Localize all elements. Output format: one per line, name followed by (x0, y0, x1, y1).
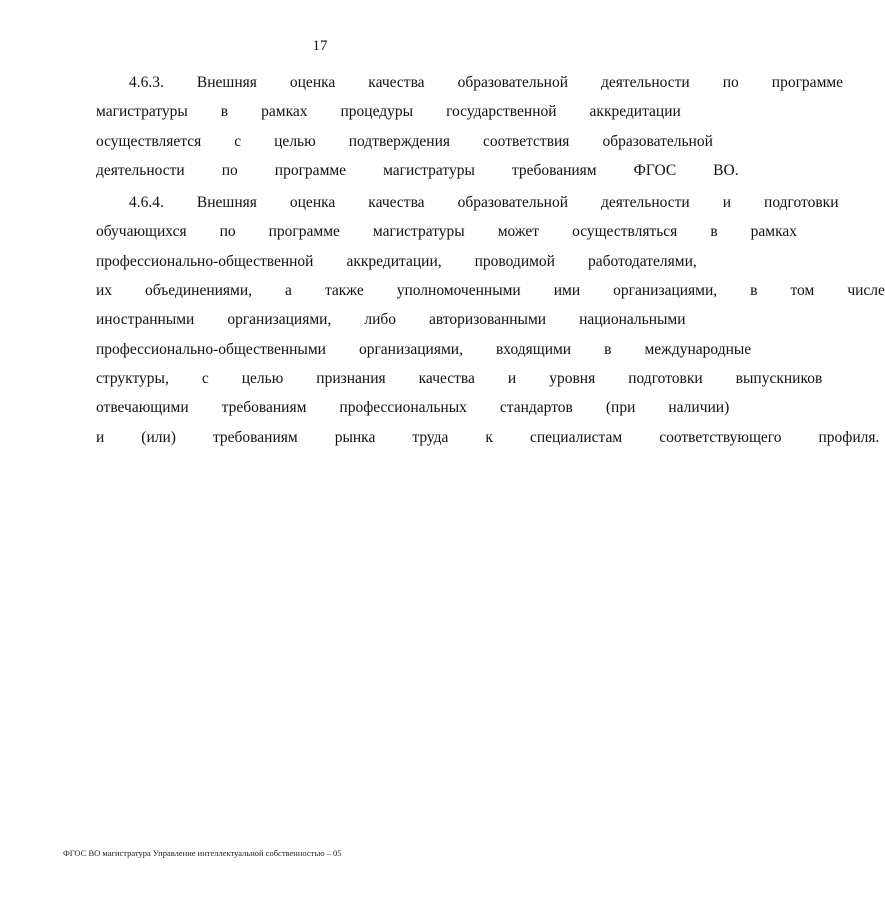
word: наличии) (668, 399, 730, 417)
word: Внешняя (196, 74, 257, 91)
text-line (63, 335, 752, 364)
word: также (324, 282, 364, 300)
text-line (63, 364, 823, 393)
word: национальными (579, 311, 686, 329)
word: к (485, 428, 493, 446)
word: организациями, (358, 340, 463, 358)
word: рынка (334, 428, 376, 446)
word: магистратуры (383, 161, 475, 179)
word: в (604, 340, 612, 358)
body-text (63, 68, 885, 455)
word: стандартов (499, 399, 573, 417)
word: объединениями, (145, 282, 253, 300)
word: качества (368, 74, 425, 91)
word: 4.6.3. (129, 74, 164, 91)
word: целью (274, 132, 316, 150)
text-line (63, 305, 686, 334)
page-number: 17 (312, 38, 328, 54)
word: по (722, 74, 739, 91)
word: образовательной (602, 132, 713, 150)
word: профессионально-общественными (96, 340, 326, 358)
word: и (96, 428, 105, 446)
text-line (63, 276, 885, 305)
word: может (497, 223, 540, 241)
word: Внешняя (196, 194, 257, 212)
word: рамках (750, 223, 798, 241)
word: по (221, 161, 238, 179)
word: рамках (261, 103, 308, 121)
word: иностранными (96, 311, 195, 329)
word: программе (274, 161, 347, 179)
word: числе (847, 282, 885, 300)
paragraph-4-6-3 (63, 68, 844, 185)
word: обучающихся (96, 223, 187, 241)
word: и (507, 369, 517, 387)
word: деятельности (601, 74, 690, 91)
word: входящими (495, 340, 572, 358)
word: с (201, 369, 209, 387)
paragraph-4-6-4 (63, 188, 885, 452)
word: ФГОС (633, 161, 677, 179)
word: организациями, (613, 282, 718, 300)
word: уполномоченными (396, 282, 521, 300)
word: профессионально-общественной (96, 252, 314, 270)
word: специалистам (529, 428, 623, 446)
word: магистратуры (96, 103, 188, 121)
word: выпускников (735, 369, 823, 387)
word: образовательной (457, 194, 568, 212)
word: осуществляться (572, 223, 678, 241)
word: признания (316, 369, 386, 387)
word: требованиям (221, 399, 307, 417)
text-line (63, 217, 798, 246)
word: 4.6.4. (129, 194, 164, 212)
word: профессиональных (339, 399, 467, 417)
word: программе (268, 223, 340, 241)
word: программе (771, 74, 844, 91)
word: деятельности (601, 194, 690, 212)
word: отвечающими (96, 399, 189, 417)
word: (или) (141, 428, 176, 446)
word: осуществляется (96, 132, 202, 150)
word: магистратуры (372, 223, 465, 241)
word: подтверждения (348, 132, 451, 150)
word: (при (605, 399, 636, 417)
word: том (790, 282, 815, 300)
word: труда (412, 428, 449, 446)
word: структуры, (96, 369, 169, 387)
word: оценка (289, 74, 336, 91)
word: а (285, 282, 292, 300)
word: аккредитации, (346, 252, 442, 270)
word: аккредитации (589, 103, 681, 121)
text-line (63, 156, 739, 185)
word: профиля. (818, 428, 880, 446)
text-line (63, 423, 880, 452)
word: авторизованными (429, 311, 547, 329)
word: процедуры (340, 103, 414, 121)
word: проводимой (474, 252, 555, 270)
word: работодателями, (587, 252, 697, 270)
word: либо (364, 311, 397, 329)
text-line (63, 97, 681, 126)
text-line (63, 393, 730, 422)
word: ими (553, 282, 581, 300)
word: подготовки (628, 369, 703, 387)
word: государственной (446, 103, 557, 121)
word: качества (368, 194, 425, 212)
word: организациями, (227, 311, 332, 329)
text-line (63, 188, 839, 217)
word: соответствия (483, 132, 570, 150)
word: в (710, 223, 718, 241)
word: деятельности (96, 161, 185, 179)
word: требованиям (212, 428, 298, 446)
word: качества (418, 369, 475, 387)
word: по (219, 223, 236, 241)
page-footer: ФГОС ВО магистратура Управление интеллектуальной собственностью – 05 (63, 848, 342, 858)
word: подготовки (764, 194, 839, 212)
text-line (63, 68, 844, 97)
text-line (63, 247, 697, 276)
word: их (96, 282, 113, 300)
word: в (220, 103, 229, 121)
word: в (750, 282, 758, 300)
word: ВО. (713, 161, 739, 179)
word: требованиям (511, 161, 597, 179)
word: с (234, 132, 242, 150)
text-line (63, 127, 713, 156)
word: международные (644, 340, 752, 358)
word: соответствующего (659, 428, 782, 446)
word: и (722, 194, 732, 212)
word: уровня (549, 369, 596, 387)
word: образовательной (457, 74, 568, 91)
word: оценка (289, 194, 336, 212)
word: целью (241, 369, 284, 387)
